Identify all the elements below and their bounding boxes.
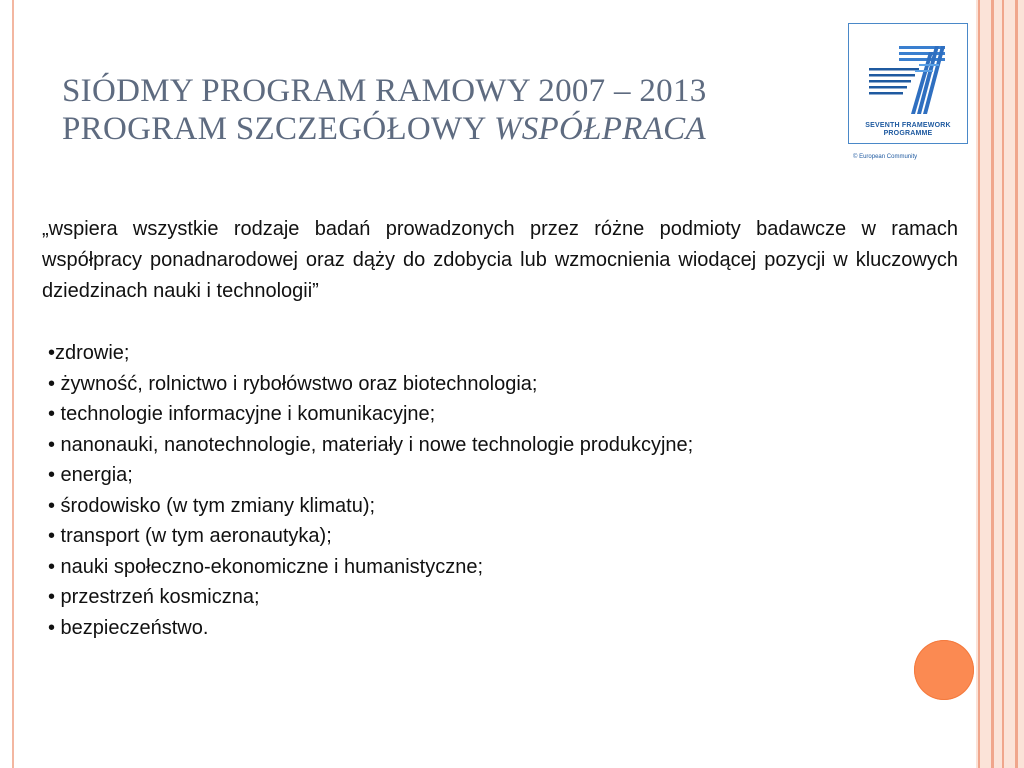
decor-stripe (1015, 0, 1018, 768)
list-item: • żywność, rolnictwo i rybołówstwo oraz biotechnologia; (48, 372, 538, 395)
title-line-2 (62, 110, 832, 148)
list-item: • bezpieczeństwo. (48, 616, 209, 639)
list-item: • nauki społeczno-ekonomiczne i humanistyczne; (48, 555, 483, 578)
list-item: •zdrowie; (48, 342, 130, 364)
title-line-2-prefix: PROGRAM SZCZEGÓŁOWY (62, 111, 494, 147)
title-line-1: SIÓDMY PROGRAM RAMOWY 2007 – 2013 (62, 73, 707, 109)
fp7-logo (848, 23, 968, 160)
decor-stripe (978, 0, 980, 768)
title-line-2-italic: WSPÓŁPRACA (493, 111, 706, 147)
decor-stripe (1002, 0, 1004, 768)
decor-stripe (991, 0, 994, 768)
fp7-logo-icon (849, 24, 967, 124)
left-border-line (12, 0, 14, 768)
logo-line-2: PROGRAMME (883, 130, 933, 137)
list-item: • technologie informacyjne i komunikacyjne; (48, 403, 436, 425)
quote-paragraph: „wspiera wszystkie rodzaje badań prowadzonych przez różne podmioty badawcze w ramach współpracy ponadnarodowej oraz dąży do zdobycia lub wzmocnienia wiodącej pozycji w kluczowych dziedzinach nauki i technologii” (42, 218, 958, 302)
list-item: • przestrzeń kosmiczna; (48, 586, 260, 608)
logo-line-1: SEVENTH FRAMEWORK (865, 122, 951, 129)
list-item: • transport (w tym aeronautyka); (48, 525, 332, 547)
list-item: • nanonauki, nanotechnologie, materiały i nowe technologie produkcyjne; (48, 433, 694, 456)
right-decoration (976, 0, 1024, 768)
logo-copyright: © European Community (853, 154, 918, 160)
decor-circle (914, 640, 974, 700)
slide-title (62, 72, 832, 148)
list-item: • energia; (48, 464, 133, 486)
bullet-list (48, 338, 928, 643)
list-item: • środowisko (w tym zmiany klimatu); (48, 494, 376, 517)
